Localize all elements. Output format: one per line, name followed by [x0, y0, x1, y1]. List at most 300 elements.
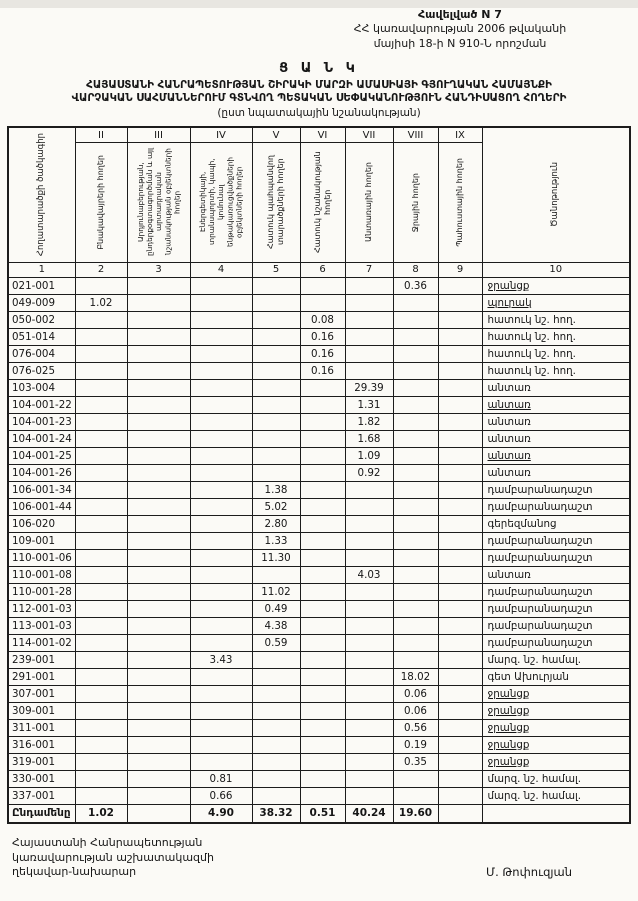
area-value-cell	[393, 787, 438, 804]
note-cell: անտառ	[482, 566, 630, 583]
annex-line-1: Հավելված N 7	[418, 8, 502, 21]
area-value-cell	[300, 651, 345, 668]
annex-reference	[310, 8, 610, 51]
table-row	[8, 566, 630, 583]
area-value-cell	[438, 566, 482, 583]
area-value-cell	[393, 617, 438, 634]
parcel-code: 309-001	[8, 702, 75, 719]
area-value-cell	[75, 736, 127, 753]
area-value-cell	[75, 753, 127, 770]
area-value-cell	[127, 498, 190, 515]
note-cell: հատուկ նշ. հող.	[482, 328, 630, 345]
area-value-cell	[75, 549, 127, 566]
area-value-cell	[252, 566, 300, 583]
area-value-cell	[438, 515, 482, 532]
parcel-code: 106-020	[8, 515, 75, 532]
area-value-cell	[75, 617, 127, 634]
area-value-cell	[438, 379, 482, 396]
note-cell: դամբարանադաշտ	[482, 498, 630, 515]
col-number-3: 3	[127, 262, 190, 277]
note-cell: անտառ	[482, 379, 630, 396]
area-value-cell	[300, 617, 345, 634]
area-value-cell	[393, 379, 438, 396]
total-industrial	[127, 804, 190, 823]
area-value-cell: 1.82	[345, 413, 393, 430]
area-value-cell	[75, 430, 127, 447]
area-value-cell	[75, 481, 127, 498]
area-value-cell	[345, 702, 393, 719]
area-value-cell	[127, 702, 190, 719]
area-value-cell	[393, 430, 438, 447]
table-row	[8, 770, 630, 787]
table-row	[8, 311, 630, 328]
area-value-cell	[190, 379, 252, 396]
title-subtitle: (ըստ նպատակային նշանակության)	[217, 106, 421, 119]
note-cell: գերեզմանոց	[482, 515, 630, 532]
area-value-cell	[127, 600, 190, 617]
roman-numeral-ix: IX	[439, 128, 482, 143]
note-cell: ջրանցք	[482, 736, 630, 753]
note-cell: հատուկ նշ. հող.	[482, 345, 630, 362]
signature-name: Մ. Թոփուզյան	[486, 864, 572, 879]
header-label-protected: Հատուկ պահպանվող տարածքների հողեր	[266, 155, 285, 250]
note-cell: դամբարանադաշտ	[482, 583, 630, 600]
header-label-parcel-code: Հողատարածքի ծածկագիր	[36, 133, 47, 257]
area-value-cell	[300, 634, 345, 651]
area-value-cell	[300, 702, 345, 719]
area-value-cell	[190, 617, 252, 634]
note-cell: հատուկ նշ. հող.	[482, 362, 630, 379]
area-value-cell	[393, 566, 438, 583]
area-value-cell	[438, 396, 482, 413]
col-number-6: 6	[300, 262, 345, 277]
area-value-cell	[190, 668, 252, 685]
table-row	[8, 396, 630, 413]
note-cell: մարզ. նշ. համալ.	[482, 770, 630, 787]
parcel-code: 106-001-44	[8, 498, 75, 515]
table-row	[8, 413, 630, 430]
area-value-cell	[438, 787, 482, 804]
area-value-cell	[75, 566, 127, 583]
area-value-cell	[252, 294, 300, 311]
area-value-cell	[127, 685, 190, 702]
area-value-cell: 0.49	[252, 600, 300, 617]
area-value-cell	[300, 719, 345, 736]
area-value-cell	[438, 430, 482, 447]
area-value-cell	[252, 753, 300, 770]
table-row	[8, 651, 630, 668]
area-value-cell: 4.38	[252, 617, 300, 634]
table-row	[8, 294, 630, 311]
parcel-code: 021-001	[8, 277, 75, 294]
area-value-cell	[252, 447, 300, 464]
area-value-cell	[393, 413, 438, 430]
area-value-cell: 29.39	[345, 379, 393, 396]
parcel-code: 051-014	[8, 328, 75, 345]
area-value-cell	[252, 770, 300, 787]
area-value-cell	[252, 702, 300, 719]
page-title: Ց Ա Ն Կ	[279, 60, 359, 76]
area-value-cell: 2.80	[252, 515, 300, 532]
area-value-cell: 0.81	[190, 770, 252, 787]
area-value-cell	[190, 430, 252, 447]
table-row	[8, 634, 630, 651]
area-value-cell: 0.06	[393, 702, 438, 719]
note-cell: մարզ. նշ. համալ.	[482, 651, 630, 668]
area-value-cell	[438, 753, 482, 770]
table-row	[8, 617, 630, 634]
area-value-cell	[75, 634, 127, 651]
signer-block	[12, 836, 214, 880]
area-value-cell	[252, 719, 300, 736]
area-value-cell: 3.43	[190, 651, 252, 668]
parcel-code: 319-001	[8, 753, 75, 770]
col-number-9: 9	[438, 262, 482, 277]
land-table	[7, 126, 631, 825]
area-value-cell: 5.02	[252, 498, 300, 515]
area-value-cell	[300, 600, 345, 617]
area-value-cell	[393, 549, 438, 566]
area-value-cell	[300, 770, 345, 787]
parcel-code: 104-001-22	[8, 396, 75, 413]
area-value-cell	[393, 345, 438, 362]
area-value-cell	[438, 311, 482, 328]
area-value-cell	[75, 362, 127, 379]
area-value-cell	[190, 413, 252, 430]
area-value-cell	[300, 787, 345, 804]
area-value-cell	[127, 430, 190, 447]
area-value-cell	[127, 617, 190, 634]
area-value-cell	[393, 634, 438, 651]
area-value-cell	[75, 685, 127, 702]
total-row	[8, 804, 630, 823]
note-cell: դամբարանադաշտ	[482, 634, 630, 651]
note-cell: ջրանցք	[482, 702, 630, 719]
area-value-cell	[393, 498, 438, 515]
header-label-note: Ծանոթություն	[550, 162, 561, 228]
area-value-cell	[190, 736, 252, 753]
area-value-cell	[300, 515, 345, 532]
area-value-cell	[252, 396, 300, 413]
area-value-cell: 0.56	[393, 719, 438, 736]
area-value-cell	[300, 668, 345, 685]
roman-numeral-vii: VII	[346, 128, 393, 143]
area-value-cell	[127, 787, 190, 804]
area-value-cell	[190, 702, 252, 719]
total-reserve	[438, 804, 482, 823]
area-value-cell	[75, 583, 127, 600]
area-value-cell	[75, 787, 127, 804]
col-number-2: 2	[75, 262, 127, 277]
table-row	[8, 736, 630, 753]
area-value-cell: 0.16	[300, 345, 345, 362]
area-value-cell	[438, 328, 482, 345]
area-value-cell	[345, 481, 393, 498]
parcel-code: 103-004	[8, 379, 75, 396]
area-value-cell	[393, 532, 438, 549]
area-value-cell	[252, 430, 300, 447]
note-cell: ջրանցք	[482, 753, 630, 770]
area-value-cell	[438, 583, 482, 600]
area-value-cell	[252, 345, 300, 362]
area-value-cell: 0.36	[393, 277, 438, 294]
area-value-cell	[438, 464, 482, 481]
area-value-cell	[300, 396, 345, 413]
area-value-cell	[393, 770, 438, 787]
area-value-cell	[127, 464, 190, 481]
area-value-cell: 1.31	[345, 396, 393, 413]
area-value-cell	[190, 515, 252, 532]
area-value-cell: 18.02	[393, 668, 438, 685]
area-value-cell	[190, 685, 252, 702]
area-value-cell	[300, 464, 345, 481]
area-value-cell	[127, 583, 190, 600]
area-value-cell	[127, 736, 190, 753]
area-value-cell	[127, 277, 190, 294]
area-value-cell	[190, 566, 252, 583]
area-value-cell	[252, 328, 300, 345]
area-value-cell	[345, 617, 393, 634]
area-value-cell	[252, 277, 300, 294]
area-value-cell	[345, 362, 393, 379]
col-number-7: 7	[345, 262, 393, 277]
table-row	[8, 328, 630, 345]
header-label-water: Ջրային հողեր	[410, 172, 420, 232]
area-value-cell	[300, 549, 345, 566]
footer	[12, 836, 624, 880]
area-value-cell	[438, 532, 482, 549]
area-value-cell: 0.19	[393, 736, 438, 753]
area-value-cell	[190, 583, 252, 600]
area-value-cell	[252, 311, 300, 328]
area-value-cell	[127, 294, 190, 311]
area-value-cell	[300, 277, 345, 294]
table-row	[8, 787, 630, 804]
area-value-cell	[190, 345, 252, 362]
table-body	[8, 277, 630, 804]
signer-line-1: Հայաստանի Հանրապետության	[12, 836, 203, 850]
area-value-cell	[252, 413, 300, 430]
area-value-cell: 11.30	[252, 549, 300, 566]
area-value-cell	[393, 294, 438, 311]
parcel-code: 106-001-34	[8, 481, 75, 498]
parcel-code: 330-001	[8, 770, 75, 787]
area-value-cell	[127, 532, 190, 549]
table-row	[8, 685, 630, 702]
parcel-code: 316-001	[8, 736, 75, 753]
area-value-cell	[127, 396, 190, 413]
area-value-cell	[300, 736, 345, 753]
area-value-cell	[127, 311, 190, 328]
parcel-code: 112-001-03	[8, 600, 75, 617]
parcel-code: 337-001	[8, 787, 75, 804]
title-line-1: ՀԱՅԱՍՏԱՆԻ ՀԱՆՐԱՊԵՏՈՒԹՅԱՆ ՇԻՐԱԿԻ ՄԱՐԶԻ ԱՄԱՍԻԱՅԻ ԳՅՈՒՂԱԿԱՆ ՀԱՄԱՅՆՔԻ	[86, 78, 552, 91]
parcel-code: 113-001-03	[8, 617, 75, 634]
area-value-cell	[345, 345, 393, 362]
parcel-code: 104-001-26	[8, 464, 75, 481]
note-cell: մարզ. նշ. համալ.	[482, 787, 630, 804]
area-value-cell	[75, 413, 127, 430]
area-value-cell	[190, 277, 252, 294]
note-cell: ջրանցք	[482, 719, 630, 736]
signer-line-3: ղեկավար-նախարար	[12, 865, 137, 879]
parcel-code: 239-001	[8, 651, 75, 668]
area-value-cell	[252, 787, 300, 804]
roman-numeral-iv: IV	[191, 128, 252, 143]
area-value-cell	[190, 311, 252, 328]
area-value-cell	[438, 277, 482, 294]
area-value-cell	[345, 532, 393, 549]
area-value-cell	[127, 379, 190, 396]
total-energy-transport: 4.90	[190, 804, 252, 823]
header-reserve-lands	[438, 127, 482, 263]
total-note	[482, 804, 630, 823]
area-value-cell: 11.02	[252, 583, 300, 600]
area-value-cell	[345, 770, 393, 787]
header-water-lands	[393, 127, 438, 263]
parcel-code: 110-001-08	[8, 566, 75, 583]
parcel-code: 311-001	[8, 719, 75, 736]
area-value-cell	[75, 396, 127, 413]
area-value-cell	[438, 549, 482, 566]
note-cell: գետ Ախուրյան	[482, 668, 630, 685]
area-value-cell	[127, 362, 190, 379]
area-value-cell: 4.03	[345, 566, 393, 583]
area-value-cell	[393, 328, 438, 345]
area-value-cell	[75, 532, 127, 549]
area-value-cell	[393, 481, 438, 498]
area-value-cell	[438, 651, 482, 668]
parcel-code: 104-001-25	[8, 447, 75, 464]
col-number-8: 8	[393, 262, 438, 277]
area-value-cell: 1.33	[252, 532, 300, 549]
area-value-cell: 0.59	[252, 634, 300, 651]
area-value-cell	[345, 685, 393, 702]
area-value-cell	[190, 532, 252, 549]
area-value-cell	[75, 668, 127, 685]
parcel-code: 049-009	[8, 294, 75, 311]
area-value-cell	[393, 447, 438, 464]
note-cell: դամբարանադաշտ	[482, 532, 630, 549]
area-value-cell	[345, 277, 393, 294]
area-value-cell	[75, 770, 127, 787]
note-cell: հատուկ նշ. հող.	[482, 311, 630, 328]
area-value-cell	[252, 362, 300, 379]
area-value-cell: 0.08	[300, 311, 345, 328]
area-value-cell	[252, 685, 300, 702]
area-value-cell	[190, 481, 252, 498]
area-value-cell	[438, 685, 482, 702]
area-value-cell	[345, 600, 393, 617]
header-energy-transport-lands	[190, 127, 252, 263]
table-row	[8, 447, 630, 464]
area-value-cell	[75, 600, 127, 617]
parcel-code: 104-001-24	[8, 430, 75, 447]
col-number-10: 10	[482, 262, 630, 277]
area-value-cell	[127, 566, 190, 583]
area-value-cell	[300, 685, 345, 702]
area-value-cell	[393, 515, 438, 532]
area-value-cell	[75, 464, 127, 481]
area-value-cell	[75, 311, 127, 328]
note-cell: անտառ	[482, 430, 630, 447]
area-value-cell	[190, 719, 252, 736]
area-value-cell	[190, 549, 252, 566]
note-cell: դամբարանադաշտ	[482, 600, 630, 617]
area-value-cell	[345, 719, 393, 736]
header-label-energy-transport: Էներգետիկայի, տրանսպորտի, կապի, կոմունալ ենթակառուցվածքների օբյեկտների հողեր	[198, 157, 244, 248]
area-value-cell	[252, 736, 300, 753]
note-cell: ջրանցք	[482, 277, 630, 294]
note-cell: դամբարանադաշտ	[482, 481, 630, 498]
parcel-code: 307-001	[8, 685, 75, 702]
area-value-cell	[190, 294, 252, 311]
area-value-cell	[127, 345, 190, 362]
parcel-code: 076-025	[8, 362, 75, 379]
area-value-cell	[127, 447, 190, 464]
table-row	[8, 702, 630, 719]
header-parcel-code	[8, 127, 75, 263]
total-protected: 38.32	[252, 804, 300, 823]
area-value-cell	[438, 770, 482, 787]
area-value-cell	[75, 328, 127, 345]
header-label-forest: Անտառային հողեր	[364, 162, 373, 243]
area-value-cell: 1.02	[75, 294, 127, 311]
area-value-cell: 0.92	[345, 464, 393, 481]
table-row	[8, 277, 630, 294]
area-value-cell	[75, 719, 127, 736]
area-value-cell	[190, 634, 252, 651]
total-special-purpose: 0.51	[300, 804, 345, 823]
header-forest-lands	[345, 127, 393, 263]
area-value-cell	[345, 583, 393, 600]
area-value-cell	[300, 532, 345, 549]
header-protected-lands	[252, 127, 300, 263]
note-cell: ջրանցք	[482, 685, 630, 702]
parcel-code: 050-002	[8, 311, 75, 328]
area-value-cell	[190, 464, 252, 481]
table-row	[8, 345, 630, 362]
area-value-cell	[127, 515, 190, 532]
header-residential-lands	[75, 127, 127, 263]
note-cell: անտառ	[482, 447, 630, 464]
area-value-cell	[300, 294, 345, 311]
area-value-cell	[75, 379, 127, 396]
note-cell: անտառ	[482, 396, 630, 413]
header-label-residential: Բնակավայրերի հողեր	[96, 154, 105, 250]
area-value-cell	[393, 464, 438, 481]
roman-numeral-iii: III	[128, 128, 190, 143]
area-value-cell	[393, 583, 438, 600]
table-row	[8, 719, 630, 736]
area-value-cell	[345, 668, 393, 685]
header-special-purpose-lands	[300, 127, 345, 263]
area-value-cell	[393, 651, 438, 668]
parcel-code: 076-004	[8, 345, 75, 362]
area-value-cell	[300, 566, 345, 583]
area-value-cell	[300, 447, 345, 464]
area-value-cell	[75, 277, 127, 294]
area-value-cell	[438, 719, 482, 736]
area-value-cell	[127, 413, 190, 430]
table-row	[8, 532, 630, 549]
parcel-code: 110-001-28	[8, 583, 75, 600]
area-value-cell	[345, 515, 393, 532]
area-value-cell	[252, 464, 300, 481]
area-value-cell	[190, 498, 252, 515]
table-row	[8, 515, 630, 532]
table-row	[8, 481, 630, 498]
